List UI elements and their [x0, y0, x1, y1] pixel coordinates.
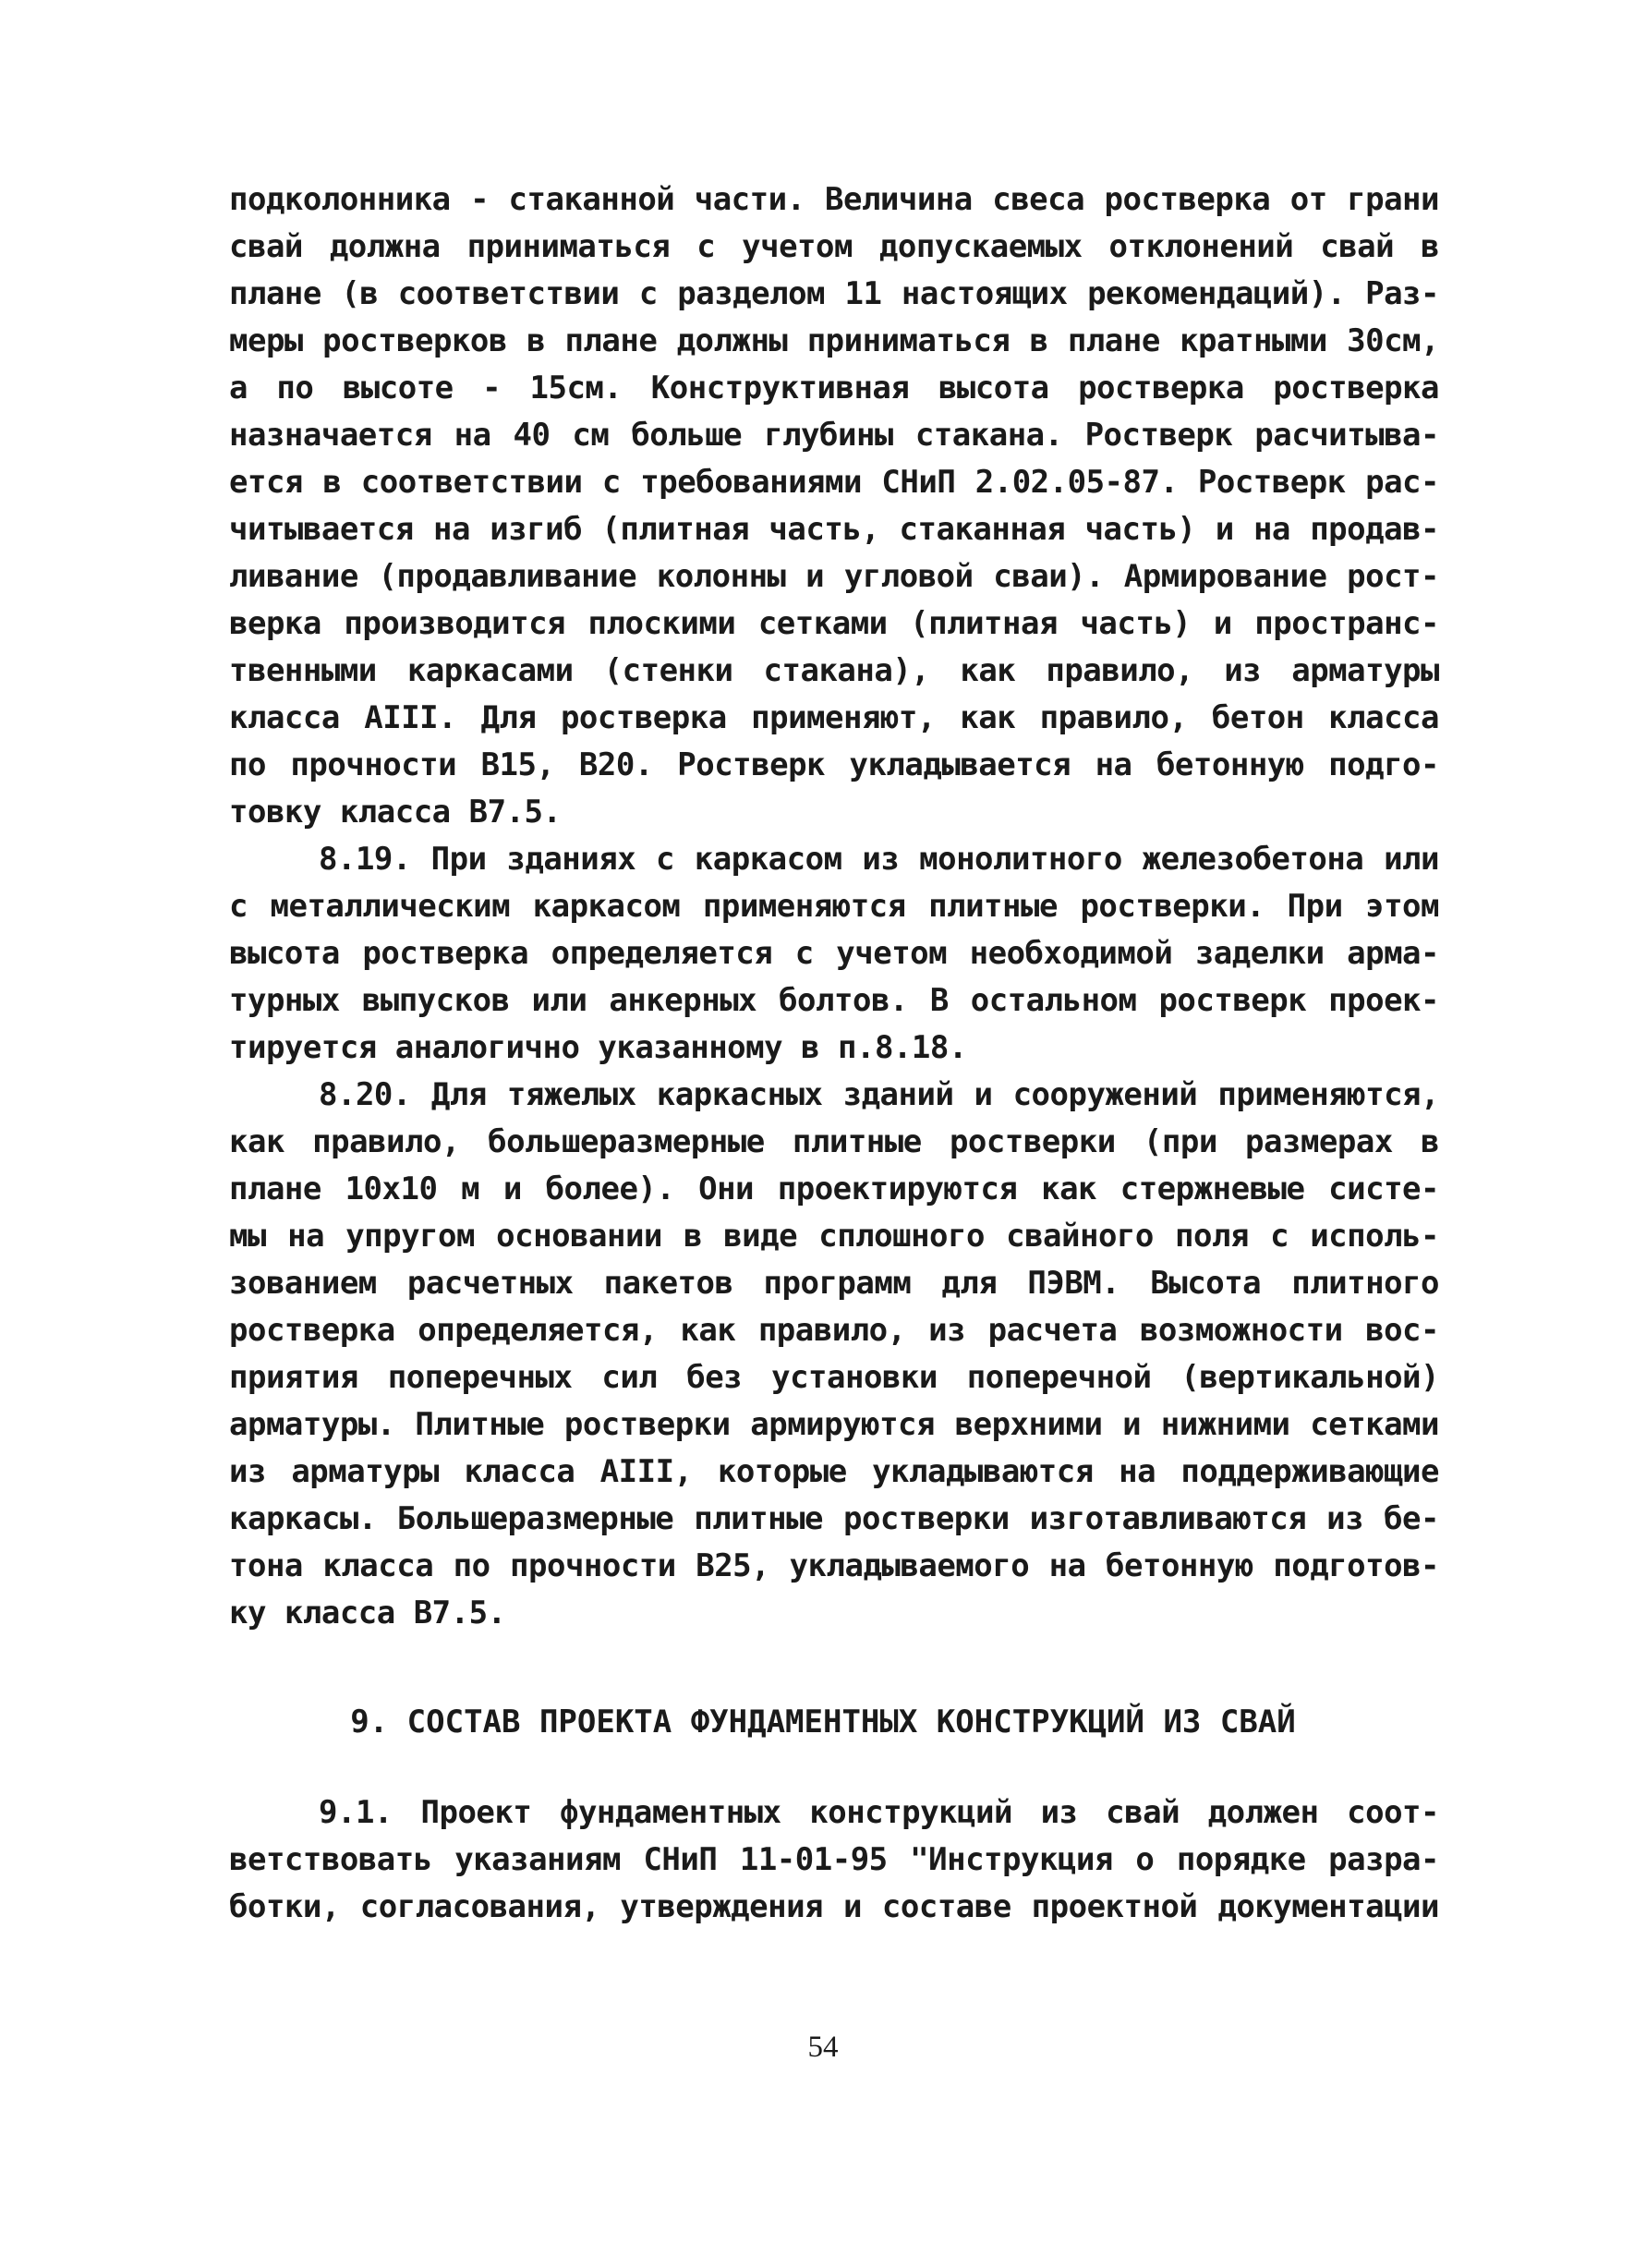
text-line: плане (в соответствии с разделом 11 настоящих рекомендаций). Раз- [229, 275, 1439, 312]
section-heading: 9. СОСТАВ ПРОЕКТА ФУНДАМЕНТНЫХ КОНСТРУКЦИЙ ИЗ СВАЙ [350, 1704, 1296, 1740]
text-line: ботки, согласования, утверждения и составе проектной документации [229, 1888, 1439, 1925]
paragraph-8-19-first-line: 8.19. При зданиях с каркасом из монолитного железобетона или [319, 841, 1439, 878]
text-line: а по высоте - 15см. Конструктивная высота ростверка ростверка [229, 370, 1439, 406]
text-line: верка производится плоскими сетками (плитная часть) и пространс- [229, 605, 1439, 642]
text-line: ку класса В7.5. [229, 1595, 506, 1631]
text-line: ветствовать указаниям СНиП 11-01-95 "Инструкция о порядке разра- [229, 1841, 1439, 1878]
text-line: по прочности В15, В20. Ростверк укладывается на бетонную подго- [229, 746, 1439, 783]
paragraph-8-20-first-line: 8.20. Для тяжелых каркасных зданий и сооружений применяются, [319, 1076, 1439, 1113]
text-line: тируется аналогично указанному в п.8.18. [229, 1029, 967, 1066]
text-line: меры ростверков в плане должны приниматься в плане кратными 30см, [229, 322, 1439, 359]
text-line: товку класса В7.5. [229, 794, 562, 831]
text-line: подколонника - стаканной части. Величина свеса ростверка от грани [229, 181, 1439, 218]
text-line: класса AIII. Для ростверка применяют, как правило, бетон класса [229, 699, 1439, 736]
text-line: мы на упругом основании в виде сплошного свайного поля с исполь- [229, 1218, 1439, 1255]
text-line: каркасы. Большеразмерные плитные ростверки изготавливаются из бе- [229, 1500, 1439, 1537]
text-line: ливание (продавливание колонны и угловой сваи). Армирование рост- [229, 558, 1439, 595]
text-line: свай должна приниматься с учетом допускаемых отклонений свай в [229, 228, 1439, 265]
text-line: ется в соответствии с требованиями СНиП 2.02.05-87. Ростверк рас- [229, 464, 1439, 501]
paragraph-9-1-first-line: 9.1. Проект фундаментных конструкций из свай должен соот- [319, 1794, 1439, 1831]
text-line: ростверка определяется, как правило, из расчета возможности вос- [229, 1312, 1439, 1349]
text-line: высота ростверка определяется с учетом необходимой заделки арма- [229, 935, 1439, 972]
text-line: зованием расчетных пакетов программ для ПЭВМ. Высота плитного [229, 1265, 1439, 1302]
text-line: турных выпусков или анкерных болтов. В остальном ростверк проек- [229, 982, 1439, 1019]
text-line: с металлическим каркасом применяются плитные ростверки. При этом [229, 888, 1439, 925]
text-line: приятия поперечных сил без установки поперечной (вертикальной) [229, 1359, 1439, 1396]
text-line: тона класса по прочности В25, укладываемого на бетонную подготов- [229, 1547, 1439, 1584]
text-line: назначается на 40 см больше глубины стакана. Ростверк расчитыва- [229, 417, 1439, 454]
text-line: читывается на изгиб (плитная часть, стаканная часть) и на продав- [229, 511, 1439, 548]
text-line: арматуры. Плитные ростверки армируются верхними и нижними сетками [229, 1406, 1439, 1443]
text-line: из арматуры класса AIII, которые укладываются на поддерживающие [229, 1453, 1439, 1490]
text-line: твенными каркасами (стенки стакана), как правило, из арматуры [229, 652, 1439, 689]
text-line: плане 10х10 м и более). Они проектируются как стержневые систе- [229, 1170, 1439, 1207]
page-number: 54 [807, 2031, 839, 2064]
text-line: как правило, большеразмерные плитные ростверки (при размерах в [229, 1123, 1439, 1160]
